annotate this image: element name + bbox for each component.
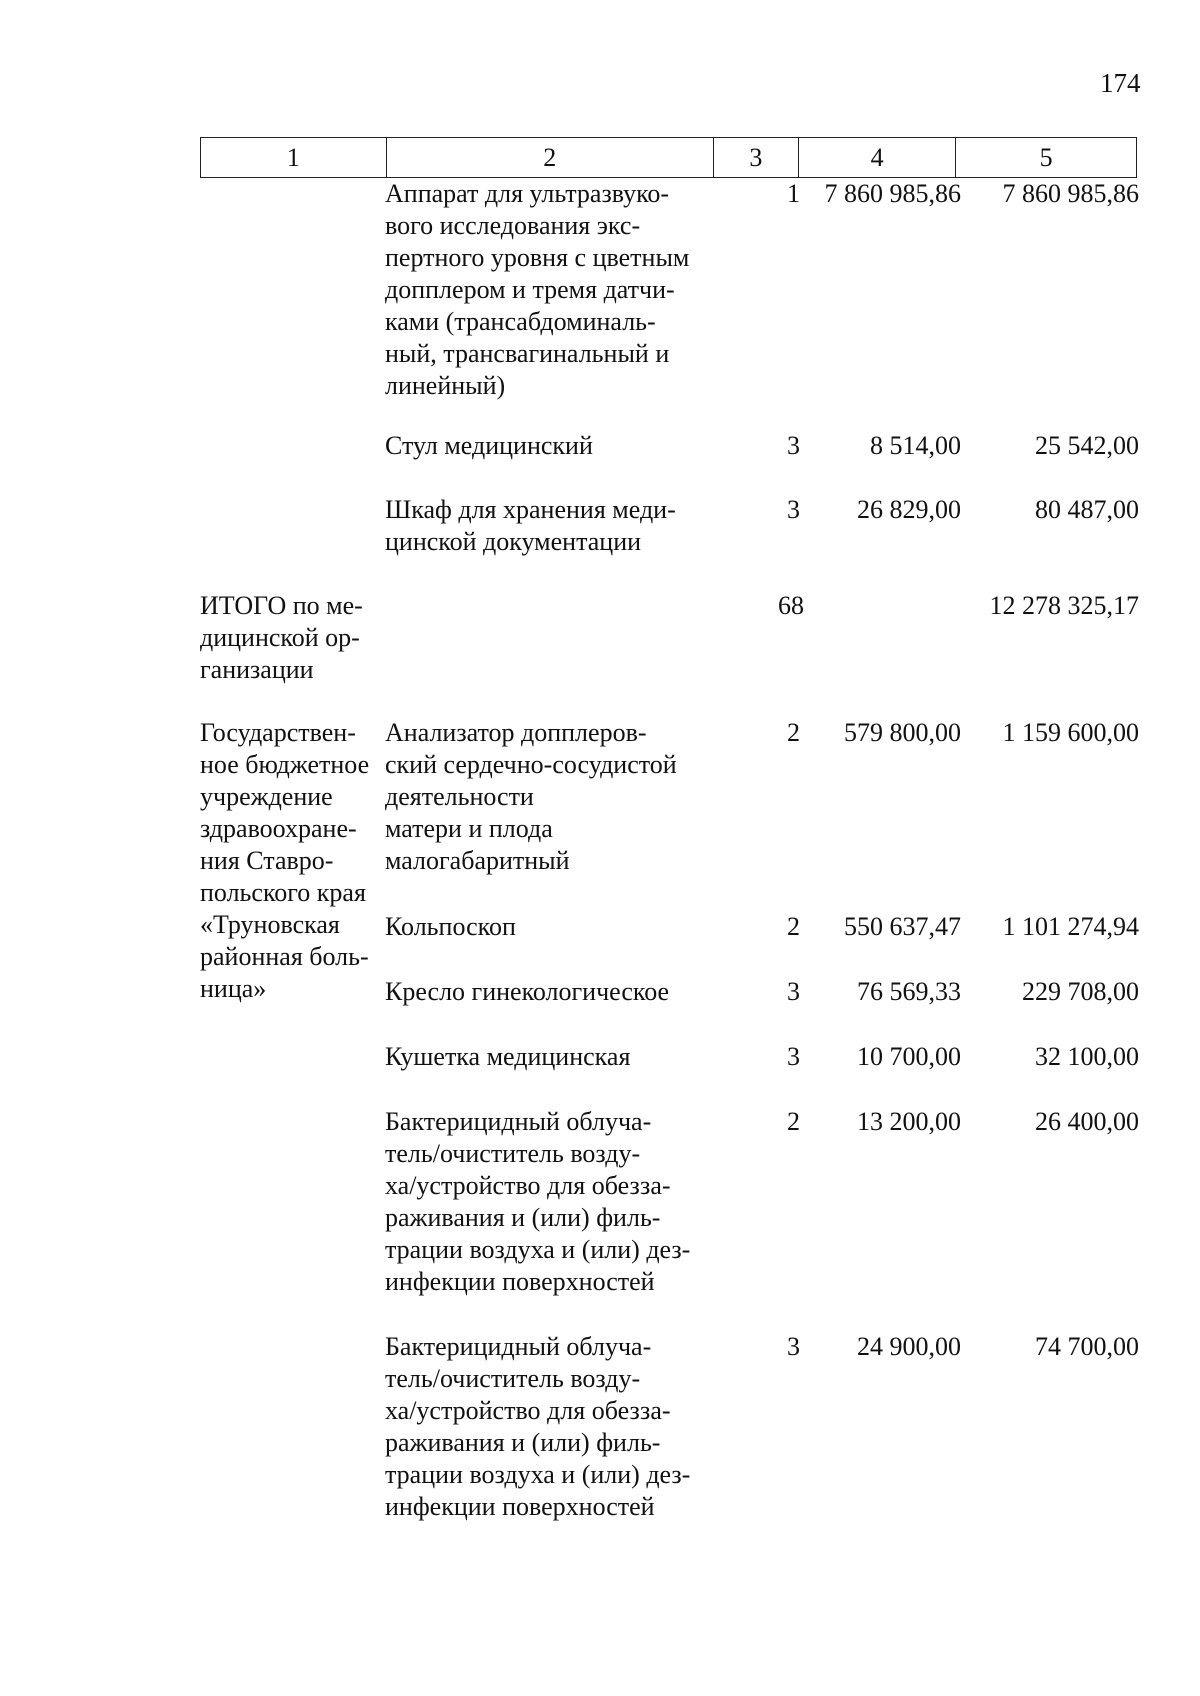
organization-total-quantity: 68: [778, 591, 804, 620]
equipment-total: 80 487,00: [1035, 495, 1139, 524]
organization-total-sum: 12 278 325,17: [989, 591, 1139, 620]
equipment-quantity: 3: [787, 1332, 800, 1361]
page-number: 174: [1100, 68, 1141, 98]
equipment-unit-price: 550 637,47: [844, 912, 961, 941]
equipment-total: 26 400,00: [1035, 1107, 1139, 1136]
equipment-name: Бактерицидный облуча- тель/очиститель возду- ха/устройство для обезза- раживания и (или) филь- трации воздуха и (или) дез- инфекции поверхностей: [385, 1107, 691, 1296]
equipment-unit-price: 76 569,33: [857, 977, 961, 1006]
column-header-3: 3: [713, 138, 799, 178]
equipment-quantity: 3: [787, 977, 800, 1006]
organization-total-label: ИТОГО по ме- дицинской ор- ганизации: [200, 591, 363, 684]
equipment-name: Шкаф для хранения меди- цинской документации: [385, 495, 676, 556]
equipment-unit-price: 579 800,00: [844, 718, 961, 747]
equipment-name: Кольпоскоп: [385, 912, 516, 941]
equipment-name: Аппарат для ультразвуко- вого исследования экс- пертного уровня с цветным допплером и тремя датчи- ками (трансабдоминаль- ный, трансвагинальный и линейный): [385, 179, 690, 400]
column-header-5: 5: [956, 138, 1137, 178]
equipment-quantity: 3: [787, 431, 800, 460]
equipment-unit-price: 24 900,00: [857, 1332, 961, 1361]
equipment-quantity: 2: [787, 718, 800, 747]
equipment-total: 1 159 600,00: [1002, 718, 1139, 747]
equipment-total: 25 542,00: [1035, 431, 1139, 460]
equipment-unit-price: 8 514,00: [870, 431, 961, 460]
column-header-1: 1: [201, 138, 387, 178]
equipment-quantity: 3: [787, 1042, 800, 1071]
equipment-total: 32 100,00: [1035, 1042, 1139, 1071]
equipment-name: Кресло гинекологическое: [385, 977, 670, 1006]
equipment-total: 74 700,00: [1035, 1332, 1139, 1361]
equipment-unit-price: 7 860 985,86: [824, 179, 961, 208]
column-header-2: 2: [386, 138, 713, 178]
equipment-quantity: 3: [787, 495, 800, 524]
column-header-row: [200, 137, 1137, 178]
equipment-unit-price: 13 200,00: [857, 1107, 961, 1136]
equipment-quantity: 2: [787, 912, 800, 941]
equipment-total: 7 860 985,86: [1002, 179, 1139, 208]
equipment-name: Анализатор допплеров- ский сердечно-сосудистой деятельности матери и плода малогабаритный: [385, 718, 677, 875]
equipment-name: Кушетка медицинская: [385, 1042, 631, 1071]
equipment-name: Бактерицидный облуча- тель/очиститель возду- ха/устройство для обезза- раживания и (или) филь- трации воздуха и (или) дез- инфекции поверхностей: [385, 1332, 691, 1521]
equipment-total: 229 708,00: [1022, 977, 1139, 1006]
equipment-total: 1 101 274,94: [1002, 912, 1139, 941]
equipment-quantity: 1: [787, 179, 800, 208]
equipment-unit-price: 10 700,00: [857, 1042, 961, 1071]
equipment-quantity: 2: [787, 1107, 800, 1136]
organization-name: Государствен- ное бюджетное учреждение здравоохране- ния Ставро- польского края «Труновская районная боль- ница»: [200, 718, 370, 1003]
equipment-name: Стул медицинский: [385, 431, 593, 460]
column-header-4: 4: [799, 138, 956, 178]
equipment-unit-price: 26 829,00: [857, 495, 961, 524]
